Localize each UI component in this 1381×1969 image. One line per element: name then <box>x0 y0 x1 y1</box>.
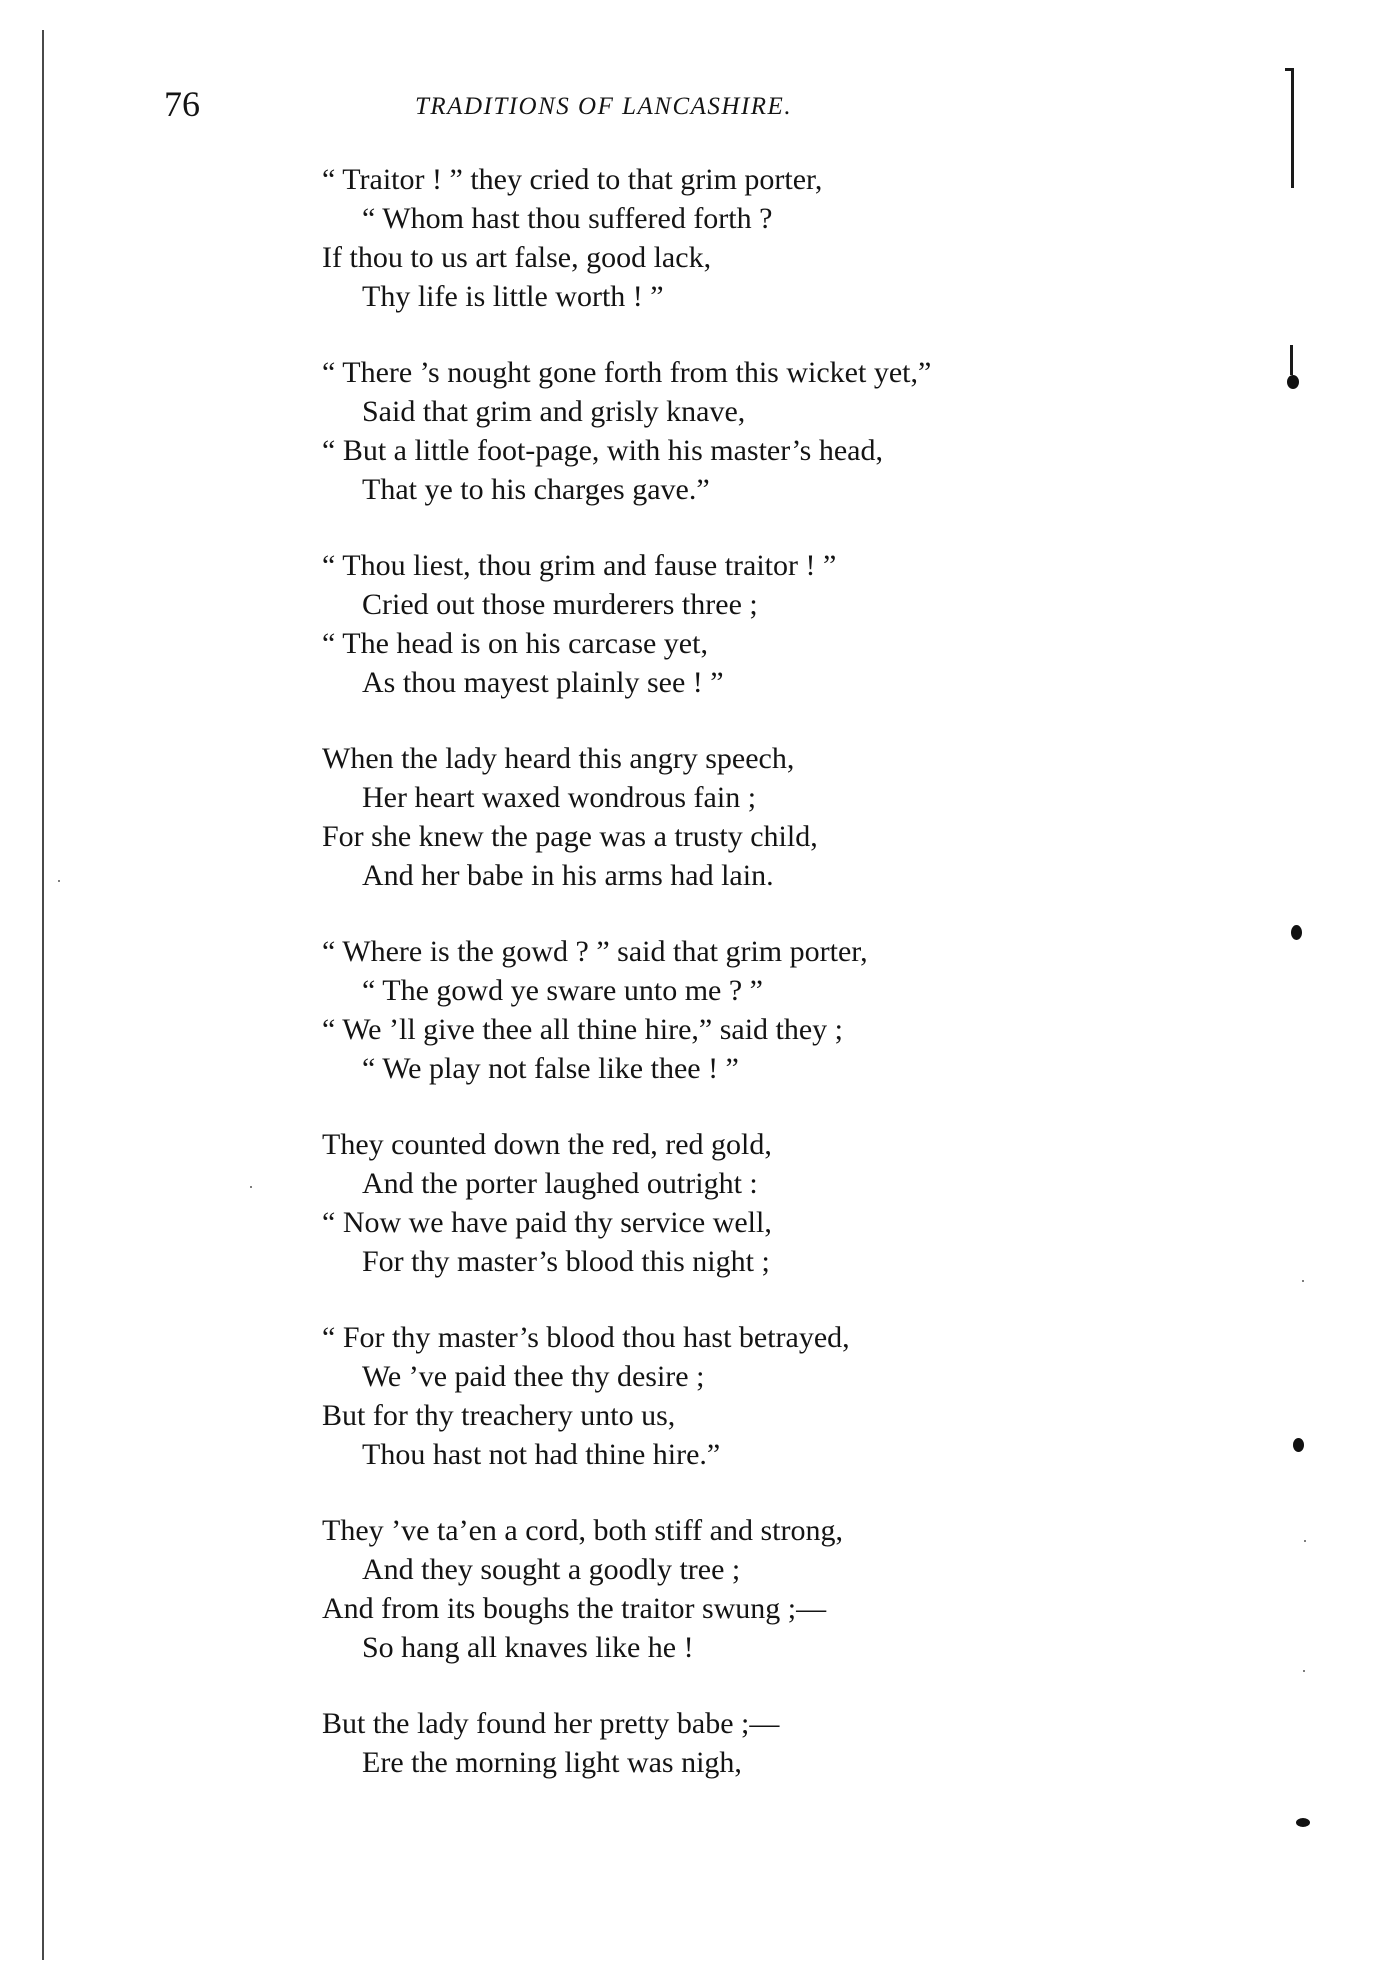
verse-line: Thou hast not had thine hire.” <box>362 1438 721 1471</box>
stanza <box>322 1704 1222 1782</box>
verse-line: “ But a little foot-page, with his master’s head, <box>322 434 883 467</box>
verse-line: Her heart waxed wondrous fain ; <box>362 781 757 814</box>
stanza <box>322 546 1222 702</box>
verse-line: And her babe in his arms had lain. <box>362 859 774 892</box>
speck <box>1302 1280 1304 1282</box>
speck <box>58 880 60 882</box>
verse-line: That ye to his charges gave.” <box>362 473 710 506</box>
verse-line: We ’ve paid thee thy desire ; <box>362 1360 705 1393</box>
verse-line: They ’ve ta’en a cord, both stiff and strong, <box>322 1514 843 1547</box>
ink-blot <box>1296 1818 1310 1827</box>
verse-line: Cried out those murderers three ; <box>362 588 758 621</box>
stanza <box>322 160 1222 316</box>
verse-line: “ We ’ll give thee all thine hire,” said they ; <box>322 1013 844 1046</box>
verse-line: But for thy treachery unto us, <box>322 1399 676 1432</box>
speck <box>1303 1670 1305 1672</box>
verse-line: When the lady heard this angry speech, <box>322 742 795 775</box>
stanza <box>322 932 1222 1088</box>
binding-edge-line <box>42 30 44 1960</box>
verse-line: “ The head is on his carcase yet, <box>322 627 708 660</box>
speck <box>1304 1540 1306 1542</box>
speck <box>250 1186 252 1188</box>
poem-body <box>322 160 1222 1819</box>
stanza <box>322 1511 1222 1667</box>
verse-line: “ Whom hast thou suffered forth ? <box>362 202 773 235</box>
verse-line: As thou mayest plainly see ! ” <box>362 666 724 699</box>
stanza <box>322 353 1222 509</box>
verse-line: Said that grim and grisly knave, <box>362 395 746 428</box>
running-title: TRADITIONS OF LANCASHIRE. <box>415 93 793 120</box>
verse-line: If thou to us art false, good lack, <box>322 241 712 274</box>
verse-line: Ere the morning light was nigh, <box>362 1746 742 1779</box>
verse-line: And they sought a goodly tree ; <box>362 1553 741 1586</box>
verse-line: “ The gowd ye sware unto me ? ” <box>362 974 763 1007</box>
ink-blot <box>1293 1438 1304 1452</box>
verse-line: But the lady found her pretty babe ;— <box>322 1707 780 1740</box>
ink-blot <box>1291 925 1302 940</box>
stanza <box>322 1318 1222 1474</box>
page-edge-tick <box>1290 345 1293 375</box>
verse-line: For she knew the page was a trusty child, <box>322 820 818 853</box>
verse-line: “ Traitor ! ” they cried to that grim porter, <box>322 163 823 196</box>
verse-line: “ Thou liest, thou grim and fause traitor ! ” <box>322 549 837 582</box>
stanza <box>322 739 1222 895</box>
verse-line: “ For thy master’s blood thou hast betrayed, <box>322 1321 850 1354</box>
verse-line: So hang all knaves like he ! <box>362 1631 694 1664</box>
ink-blot <box>1287 375 1299 389</box>
page-number: 76 <box>164 84 200 124</box>
stanza <box>322 1125 1222 1281</box>
verse-line: “ Now we have paid thy service well, <box>322 1206 772 1239</box>
page-edge-mark <box>1291 68 1294 188</box>
verse-line: Thy life is little worth ! ” <box>362 280 664 313</box>
verse-line: And from its boughs the traitor swung ;— <box>322 1592 827 1625</box>
page-edge-tick <box>1285 68 1293 71</box>
verse-line: “ There ’s nought gone forth from this wicket yet,” <box>322 356 932 389</box>
verse-line: “ Where is the gowd ? ” said that grim porter, <box>322 935 868 968</box>
verse-line: And the porter laughed outright : <box>362 1167 758 1200</box>
verse-line: For thy master’s blood this night ; <box>362 1245 770 1278</box>
verse-line: “ We play not false like thee ! ” <box>362 1052 739 1085</box>
verse-line: They counted down the red, red gold, <box>322 1128 772 1161</box>
